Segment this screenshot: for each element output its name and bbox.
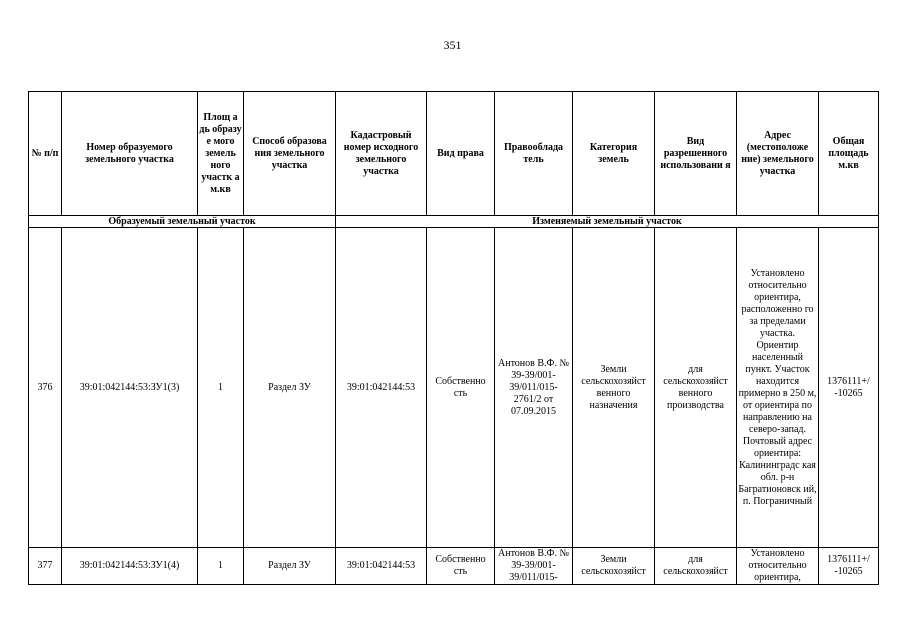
header-cell-usage: Вид разрешенного использовани я	[655, 92, 737, 216]
cell-plot-number: 39:01:042144:53:ЗУ1(3)	[62, 228, 198, 548]
cell-right: Собственно сть	[427, 228, 495, 548]
header-cell-method: Способ образова ния земельного участка	[244, 92, 336, 216]
header-cell-num: № п/п	[29, 92, 62, 216]
cell-num: 376	[29, 228, 62, 548]
header-cell-total-area: Общая площадь м.кв	[819, 92, 879, 216]
cell-cadastral: 39:01:042144:53	[336, 548, 427, 585]
header-cell-address: Адрес (местоположе ние) земельного участка	[737, 92, 819, 216]
cell-cadastral: 39:01:042144:53	[336, 228, 427, 548]
cell-method: Раздел ЗУ	[244, 228, 336, 548]
land-registry-table	[28, 91, 879, 585]
cell-total-area: 1376111+/ -10265	[819, 548, 879, 585]
cell-usage: для сельскохозяйст венного производства	[655, 228, 737, 548]
cell-method: Раздел ЗУ	[244, 548, 336, 585]
header-cell-cadastral: Кадастровый номер исходного земельного участка	[336, 92, 427, 216]
header-cell-plot-number: Номер образуемого земельного участка	[62, 92, 198, 216]
cell-address: Установлено относительно ориентира,	[737, 548, 819, 585]
section-formed: Образуемый земельный участок	[29, 216, 336, 228]
page-number: 351	[443, 38, 462, 52]
cell-total-area: 1376111+/ -10265	[819, 228, 879, 548]
cell-num: 377	[29, 548, 62, 585]
table-row	[29, 548, 879, 585]
cell-category: Земли сельскохозяйст венного назначения	[573, 228, 655, 548]
header-cell-right: Вид права	[427, 92, 495, 216]
cell-owner: Антонов В.Ф. № 39-39/001-39/011/015-2761/2 от 07.09.2015	[495, 228, 573, 548]
header-cell-category: Категория земель	[573, 92, 655, 216]
header-cell-area: Площ а дь образу е мого земель ного участк а м.кв	[198, 92, 244, 216]
header-row	[29, 92, 879, 216]
cell-right: Собственно сть	[427, 548, 495, 585]
section-row	[29, 216, 879, 228]
cell-category: Земли сельскохозяйст	[573, 548, 655, 585]
cell-owner: Антонов В.Ф. № 39-39/001-39/011/015-	[495, 548, 573, 585]
cell-area: 1	[198, 548, 244, 585]
section-changed: Изменяемый земельный участок	[336, 216, 879, 228]
cell-plot-number: 39:01:042144:53:ЗУ1(4)	[62, 548, 198, 585]
header-cell-owner: Правооблада тель	[495, 92, 573, 216]
cell-area: 1	[198, 228, 244, 548]
table-row	[29, 228, 879, 548]
cell-usage: для сельскохозяйст	[655, 548, 737, 585]
cell-address: Установлено относительно ориентира, расположенно го за пределами участка. Ориентир населенный пункт. Участок находится примерно в 250 м, от ориентира по направлению на северо-запад. Почтовый адрес ориентира: Калининградс кая обл. р-н Багратионовск ий, п. Пограничный	[737, 228, 819, 548]
